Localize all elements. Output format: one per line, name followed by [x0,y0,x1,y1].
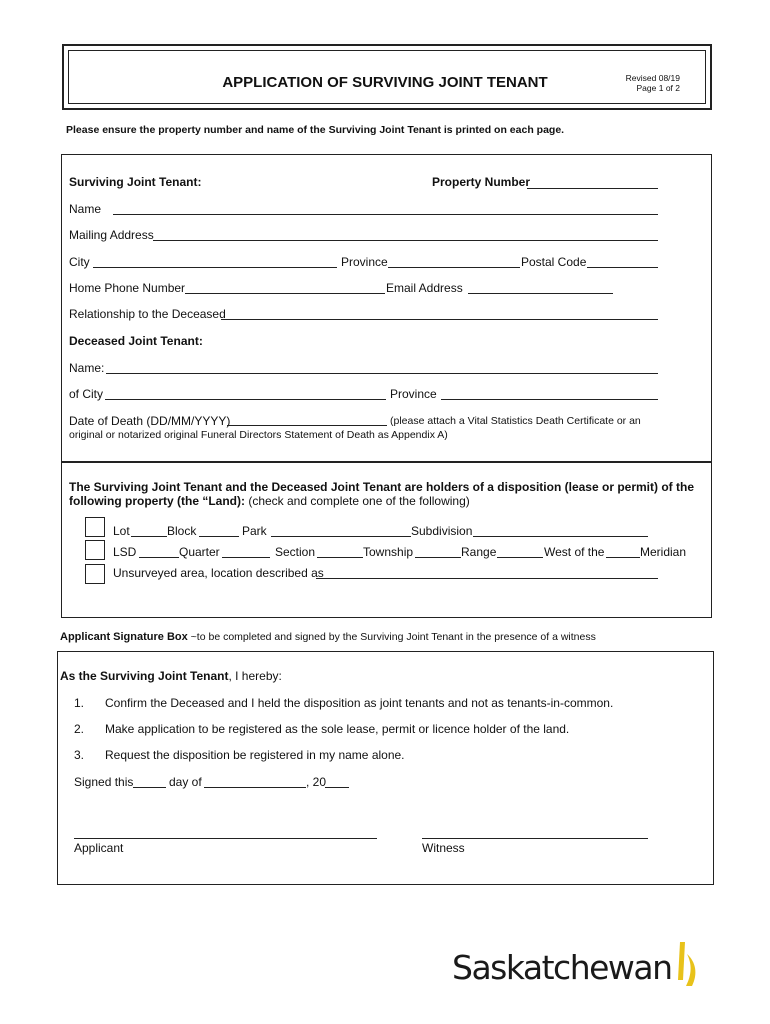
block-field[interactable] [199,536,239,537]
notice-text: Please ensure the property number and name of the Surviving Joint Tenant is printed on each page. [66,124,565,136]
dod-note: (please attach a Vital Statistics Death Certificate or an [390,415,641,427]
dod-field[interactable] [227,425,387,426]
township-label: Township [363,545,414,559]
name-label: Name [69,202,102,216]
signature-intro-bold: As the Surviving Joint Tenant [60,669,229,683]
lot-label: Lot [113,524,130,538]
applicant-label: Applicant [74,841,124,855]
signature-intro-rest: , I hereby: [228,669,282,683]
relationship-field[interactable] [221,319,658,320]
land-intro: The Surviving Joint Tenant and the Deceased Joint Tenant are holders of a disposition (lease or permit) of the [69,480,694,494]
city-label: City [69,255,90,269]
city-field[interactable] [93,267,337,268]
quarter-label: Quarter [179,545,220,559]
form-title: APPLICATION OF SURVIVING JOINT TENANT [222,74,548,91]
dod-label: Date of Death (DD/MM/YYYY) [69,414,231,428]
signed-this-label: Signed this [74,775,134,789]
signed-day-field[interactable] [133,787,166,788]
signature-title-note: ~to be completed and signed by the Surviving Joint Tenant in the presence of a witness [187,631,596,643]
land-intro-bold: following property (the “Land): [69,494,245,508]
item-2-text: Make application to be registered as the sole lease, permit or licence holder of the land. [105,722,570,736]
signed-year-field[interactable] [325,787,349,788]
signed-month-field[interactable] [204,787,306,788]
range-label: Range [461,545,497,559]
deceased-name-label: Name: [69,361,105,375]
email-field[interactable] [468,293,613,294]
postal-field[interactable] [587,267,658,268]
lsd-label: LSD [113,545,137,559]
dod-note-2: original or notarized original Funeral Directors Statement of Death as Appendix A) [69,429,448,441]
item-1-text: Confirm the Deceased and I held the disposition as joint tenants and not as tenants-in-common. [105,696,614,710]
park-label: Park [242,524,267,538]
signature-box [57,651,714,885]
unsurveyed-field[interactable] [316,578,658,579]
land-intro-rest: (check and complete one of the following) [244,494,470,508]
email-label: Email Address [386,281,463,295]
meridian-label: Meridian [640,545,687,559]
signature-title-bold: Applicant Signature Box [60,631,188,643]
saskatchewan-logo [452,946,702,996]
checkbox-lsd[interactable] [85,540,105,560]
section-label: Section [275,545,316,559]
applicant-signature-line[interactable] [74,838,377,839]
wheat-mark-icon [670,940,700,992]
deceased-province-field[interactable] [441,399,658,400]
quarter-field[interactable] [222,557,270,558]
witness-signature-line[interactable] [422,838,648,839]
item-2-num: 2. [74,722,85,736]
lot-field[interactable] [131,536,167,537]
relationship-label: Relationship to the Deceased [69,307,226,321]
home-phone-field[interactable] [185,293,385,294]
block-label: Block [167,524,197,538]
signature-intro [60,669,282,683]
section-field[interactable] [317,557,363,558]
page-number: Page 1 of 2 [636,83,680,93]
item-3-text: Request the disposition be registered in my name alone. [105,748,405,762]
deceased-city-field[interactable] [105,399,386,400]
surviving-heading: Surviving Joint Tenant: [69,175,202,189]
property-number-label: Property Number [432,175,531,189]
item-3-num: 3. [74,748,85,762]
section-divider [62,461,712,463]
subdivision-label: Subdivision [411,524,473,538]
revision-info [626,73,680,93]
logo-text: Saskatchewan [452,948,672,987]
year-prefix-label: , 20 [306,775,327,789]
home-phone-label: Home Phone Number [69,281,186,295]
mailing-field[interactable] [153,240,658,241]
range-field[interactable] [497,557,543,558]
day-of-label: day of [169,775,202,789]
signature-box-title [60,631,596,643]
deceased-heading: Deceased Joint Tenant: [69,334,203,348]
township-field[interactable] [415,557,461,558]
subdivision-field[interactable] [473,536,648,537]
deceased-name-field[interactable] [106,373,658,374]
lsd-field[interactable] [139,557,179,558]
mailing-label: Mailing Address [69,228,154,242]
revised-date: Revised 08/19 [625,73,680,83]
west-label: West of the [544,545,605,559]
park-field[interactable] [271,536,411,537]
land-intro-2 [69,494,470,508]
property-number-field[interactable] [527,188,658,189]
deceased-province-label: Province [390,387,437,401]
postal-label: Postal Code [521,255,587,269]
unsurveyed-label: Unsurveyed area, location described as [113,566,324,580]
province-field[interactable] [388,267,520,268]
checkbox-unsurveyed[interactable] [85,564,105,584]
witness-label: Witness [422,841,465,855]
checkbox-lot[interactable] [85,517,105,537]
name-field[interactable] [113,214,658,215]
meridian-field[interactable] [606,557,640,558]
province-label: Province [341,255,388,269]
deceased-city-label: of City [69,387,104,401]
item-1-num: 1. [74,696,85,710]
